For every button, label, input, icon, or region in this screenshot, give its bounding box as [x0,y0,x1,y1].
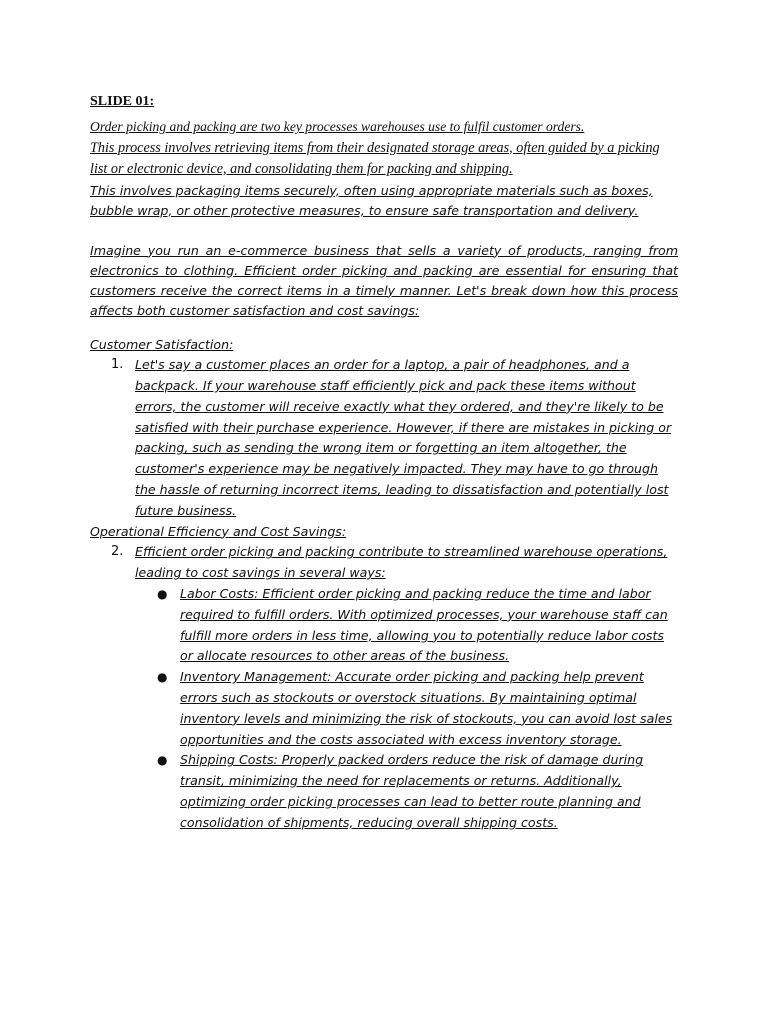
list-item [90,355,678,521]
operational-efficiency-heading: Operational Efficiency and Cost Savings: [90,523,347,539]
intro-paragraph-3: This involves packaging items securely, often using appropriate materials such as boxes, bubble wrap, or other protective measures, to ensure safe transportation and delivery. [90,182,653,218]
intro-paragraph-2: This process involves retrieving items from their designated storage areas, often guided by a picking list or electronic device, and consolidating them for packing and shipping. [90,139,660,177]
list-item-text: Let's say a customer places an order for a laptop, a pair of headphones, and a backpack. If your warehouse staff efficiently pick and pack these items without errors, the customer will receive exactly what they ordered, and they're likely to be satisfied with their purchase experience. However, if there are mistakes in picking or packing, such as sending the wrong item or forgetting an item altogether, the customer's experience may be negatively impacted. They may have to go through the hassle of returning incorrect items, leading to dissatisfaction and potentially lost future business. [135,357,672,518]
paragraph-gap [90,221,678,241]
bullet-text-inventory-management: Inventory Management: Accurate order picking and packing help prevent errors such as stockouts or overstock situations. By maintaining optimal inventory levels and minimizing the risk of stockouts, you can avoid lost sales opportunities and the costs associated with excess inventory storage. [180,669,673,747]
bullet-icon: ● [157,670,168,685]
bullet-item [135,667,678,750]
bullet-item [135,750,678,833]
list-item [90,542,678,833]
list-number: 2. [111,544,124,560]
slide-title: SLIDE 01: [90,94,155,109]
list-number: 1. [111,357,124,373]
bullet-icon: ● [157,587,168,602]
document-page [90,92,678,834]
customer-satisfaction-heading: Customer Satisfaction: [90,336,234,352]
cost-savings-bullets [135,584,678,834]
bullet-text-labor-costs: Labor Costs: Efficient order picking and packing reduce the time and labor required to fulfill orders. With optimized processes, your warehouse staff can fulfill more orders in less time, allowing you to potentially reduce labor costs or allocate resources to other areas of the business. [180,586,668,664]
operational-efficiency-list [90,542,678,833]
paragraph-gap [90,321,678,335]
bullet-text-shipping-costs: Shipping Costs: Properly packed orders reduce the risk of damage during transit, minimizing the need for replacements or returns. Additionally, optimizing order picking processes can lead to better route planning and consolidation of shipments, reducing overall shipping costs. [180,752,644,830]
list-item-text: Efficient order picking and packing contribute to streamlined warehouse operations, leading to cost savings in several ways: [135,544,668,581]
bullet-item [135,584,678,667]
intro-paragraph-1: Order picking and packing are two key processes warehouses use to fulfil customer orders. [90,119,585,134]
bullet-icon: ● [157,753,168,768]
customer-satisfaction-list [90,355,678,521]
scenario-paragraph: Imagine you run an e-commerce business that sells a variety of products, ranging from electronics to clothing. Efficient order picking and packing are essential for ensuring that customers receive the correct items in a timely manner. Let's break down how this process affects both customer satisfaction and cost savings: [90,242,678,318]
